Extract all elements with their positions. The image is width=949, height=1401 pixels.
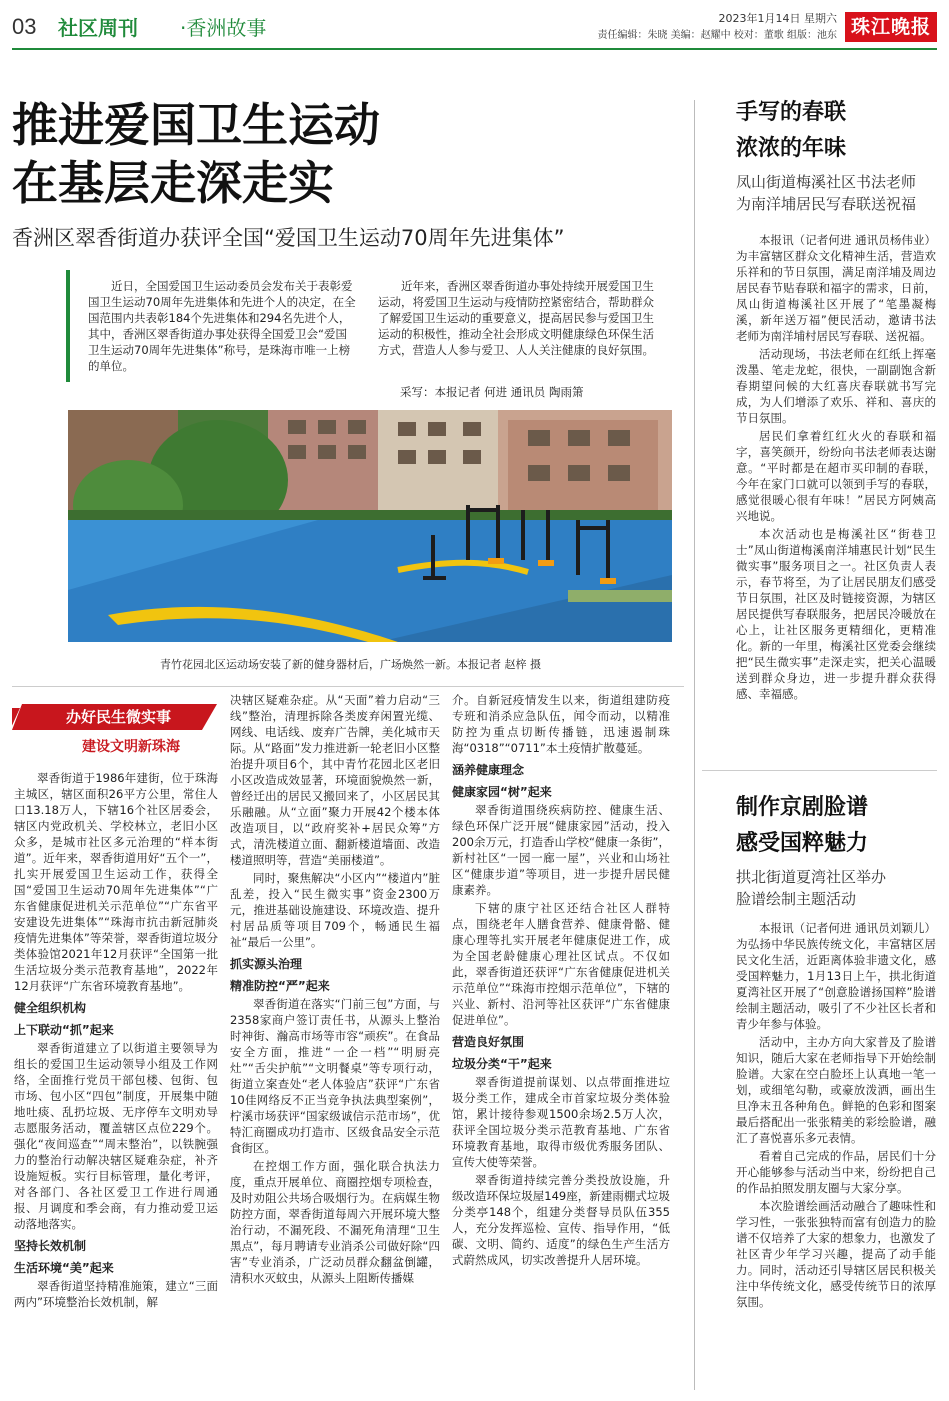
subheading: 健康家园“树”起来 [452, 785, 552, 799]
subheading: 坚持长效机制 [14, 1239, 87, 1253]
paragraph: 下辖的康宁社区还结合社区人群特点，围绕老年人膳食营养、健康骨骼、健康心理等扎实开展老年健康促进工作，成为全国老龄健康心理社区试点。不仅如此，翠香街道还获评“广东省健康促进机关示范单位”“珠海市控烟示范单位”，下辖的兴业、新村、沿河等社区获评“广东省健康促进单位”。 [452, 901, 670, 1027]
opera-mask-title-1: 制作京剧脸谱 [736, 795, 869, 820]
paragraph: 翠香街道在落实“门前三包”方面，与2358家商户签订责任书，从源头上整治时神街、瀚高市场等市容“顽疾”。在食品安全方面，推进“一企一档”“明厨亮灶”“舌尖护航”“文明餐桌”等专项行动，街道立案查处“老人体验店”获评“广东省10佳网络反不正当竞争执法典型案例”，柠溪市场获评“国家级诚信示范市场”，优特汇商圈成功打造市、区级食品安全示范食街区。 [230, 997, 440, 1155]
editor-credits: 责任编辑：朱晓 美编：赵耀中 校对：董歌 组版：池东 [597, 30, 837, 41]
opera-mask-sub-1: 拱北街道夏湾社区举办 [736, 868, 887, 886]
paragraph: 本报讯（记者何进 通讯员刘颖儿）为弘扬中华民族传统文化，丰富辖区居民文化生活，近距离体验非遗文化，感受国粹魅力，1月13日上午，拱北街道夏湾社区开展了“创意脸谱扬国粹”脸谱绘制主题活动，吸引了不少社区长者和青少年参与体验。 [736, 921, 936, 1031]
main-deck: 香洲区翠香街道办获评全国“爱国卫生运动70周年先进集体” [12, 226, 565, 250]
lead-right: 近年来，香洲区翠香街道办事处持续开展爱国卫生运动，将爱国卫生运动与疫情防控紧密结合，帮助群众了解爱国卫生运动的重要意义，提高居民参与爱国卫生运动的积极性，推动全社会形成文明健康绿色环保生活方式，营造人人参与爱卫、人人关注健康的良好氛围。 [378, 279, 654, 357]
subheading: 抓实源头治理 [230, 957, 303, 971]
paragraph: 翠香街道于1986年建街，位于珠海主城区，辖区面积26平方公里，常住人口13.18万人，下辖16个社区居委会，辖区内党政机关、学校林立，老旧小区众多，是城市社区多元治理的“样本街道”。近年来，翠香街道用好“五个一”，扎实开展爱国卫生运动工作，获得全国“爱国卫生运动70周年先进集体”“广东省健康促进机关示范单位”“广东省平安建设先进集体”“珠海市抗击新冠肺炎疫情先进集体”等荣誉，翠香街道垃圾分类体验馆2021年12月获评“全国第一批生活垃圾分类示范教育基地”，2022年12月获评“广东省环境教育基地”。 [14, 771, 218, 993]
subheading: 精准防控“严”起来 [230, 979, 330, 993]
paragraph: 同时，聚焦解决“小区内”“楼道内”脏乱差，投入“民生微实事”资金2300万元，推进基础设施建设、环境改造、提升村居品质等项目709个，畅通民生福祉“最后一公里”。 [230, 871, 440, 949]
paragraph: 在控烟工作方面，强化联合执法力度，重点开展单位、商圈控烟专项检查，及时劝阻公共场合吸烟行为。在病媒生物防控方面，翠香街道每周六开展环境大整治行动，不漏死段、不漏死角清理“卫生黑点”，每月聘请专业消杀公司做好除“四害”专业消杀，广泛动员群众翻盆倒罐，清积水灭蚊虫，从源头上阻断传播媒 [230, 1159, 440, 1285]
paragraph: 翠香街道提前谋划、以点带面推进垃圾分类工作，建成全市首家垃圾分类体验馆，累计接待参观1500余场2.5万人次，获评全国垃圾分类示范教育基地、广东省环境教育基地，取得市级优秀服务团队、宣传大使等荣誉。 [452, 1075, 670, 1169]
header-divider [12, 48, 937, 50]
paragraph: 本次活动也是梅溪社区“街巷卫士”凤山街道梅溪南洋埔惠民计划“民生微实事”服务项目之一。社区负责人表示，春节将至，为了让居民朋友们感受节日氛围，社区及时链接资源，为辖区居民提供写春联服务，把居民冷暖放在心上，让社区服务更精细化，更精准化。新的一年里，梅溪社区党委会继续把“民生微实事”走深走实，把关心温暖送到群众身边，进一步提升群众获得感、幸福感。 [736, 527, 936, 701]
paragraph: 翠香街道围绕疾病防控、健康生活、绿色环保广泛开展“健康家园”活动，投入200余万元，打造香山学校“健康一条街”，新村社区“一园一廊一屋”，兴业和山场社区“健康步道”等项目，进一步提升居民健康素养。 [452, 803, 670, 897]
opera-mask-sub-2: 脸谱绘制主题活动 [736, 890, 857, 908]
subheading: 涵养健康理念 [452, 763, 525, 777]
paragraph: 翠香街道持续完善分类投放设施，升级改造环保垃圾屋149座，新建雨棚式垃圾分类亭148个，组建分类督导员队伍355人，充分发挥巡检、宣传、指导作用，“低碳、文明、简约、适度”的绿色生产生活方式蔚然成风，切实改善提升人居环境。 [452, 1173, 670, 1267]
column-divider [694, 100, 695, 1390]
photo-illustration [68, 410, 672, 642]
subheading: 上下联动“抓”起来 [14, 1023, 114, 1037]
byline: 采写：本报记者 何进 通讯员 陶雨箫 [400, 385, 584, 399]
lead-box [66, 270, 678, 382]
subheading: 生活环境“美”起来 [14, 1261, 114, 1275]
badge-line-1: 办好民生微实事 [66, 708, 172, 726]
topic-badge [12, 700, 227, 762]
paragraph: 本次脸谱绘画活动融合了趣味性和学习性，一张张独特而富有创造力的脸谱不仅培养了大家的想象力，也激发了社区青少年学习兴趣，提高了动手能力。同时，活动还引导辖区居民积极关注中华传统文化，感受传统节日的浓厚氛围。 [736, 1199, 936, 1309]
subheading: 健全组织机构 [14, 1001, 87, 1015]
paragraph: 决辖区疑难杂症。从“天面”着力启动“三线”整治，清理拆除各类废弃闲置光缆、网线、电话线、废弃广告牌，美化城市天际。从“路面”发力推进新一轮老旧小区整治提升项目6个，其中青竹花园北区老旧小区改造成效显著，环境面貌焕然一新，曾经迁出的居民又搬回来了，小区居民其乐融融。从“立面”聚力开展42个楼本体改造项目，以“政府奖补+居民众筹”方式，清洗楼道立面、翻新楼道墙面、改造楼道照明等，营造“美丽楼道”。 [230, 693, 440, 867]
right-divider [702, 770, 937, 771]
paragraph: 看着自己完成的作品，居民们十分开心能够参与活动当中来，纷纷把自己的作品拍照发朋友圈与大家分享。 [736, 1149, 936, 1195]
spring-couplets-sub-2: 为南洋埔居民写春联送祝福 [736, 195, 917, 213]
headline-line-2: 在基层走深走实 [12, 156, 334, 210]
section-subname: ·香洲故事 [180, 16, 267, 40]
spring-couplets-article [736, 95, 936, 215]
paragraph: 活动现场，书法老师在红纸上挥毫泼墨、笔走龙蛇，很快，一副副饱含新春期望问候的大红喜庆春联就书写完成，为人们增添了欢乐、祥和、喜庆的节日氛围。 [736, 347, 936, 425]
article-column-1 [14, 770, 218, 1312]
newspaper-logo: 珠江晚报 [845, 12, 937, 42]
spring-couplets-title-2: 浓浓的年味 [736, 136, 847, 161]
spring-couplets-sub-1: 凤山街道梅溪社区书法老师 [736, 173, 917, 191]
photo-caption: 青竹花园北区运动场安装了新的健身器材后，广场焕然一新。本报记者 赵梓 摄 [160, 658, 541, 671]
article-column-2 [230, 692, 440, 1288]
page-number: 03 [12, 14, 37, 39]
lead-left: 近日，全国爱国卫生运动委员会发布关于表彰爱国卫生运动70周年先进集体和先进个人的决定，在全国范围内共表彰184个先进集体和294名先进个人，其中，香洲区翠香街道办事处获得全国爱卫会“爱国卫生运动70周年先进集体”称号，是珠海市唯一上榜的单位。 [88, 279, 356, 373]
section-name: 社区周刊 [58, 16, 138, 40]
opera-mask-article [736, 790, 936, 910]
paragraph: 翠香街道坚持精准施策，建立“三面两内”环境整治长效机制，解 [14, 1279, 218, 1309]
paragraph: 介。自新冠疫情发生以来，街道组建防疫专班和消杀应急队伍，闻令而动，以精准防控为重点切断传播链，迅速遏制珠海“0318”“0711”本土疫情扩散蔓延。 [452, 693, 670, 755]
paragraph: 活动中，主办方向大家普及了脸谱知识，随后大家在老师指导下开始绘制脸谱。大家在空白脸坯上认真地一笔一划，或细笔勾勒，或豪放泼洒，画出生旦净末丑各种角色。鲜艳的色彩和图案最后搭配出一张张精美的彩绘脸谱，融汇了喜悦喜乐多元表情。 [736, 1035, 936, 1145]
headline-line-1: 推进爱国卫生运动 [12, 98, 380, 152]
main-headline [12, 96, 672, 212]
section-divider [12, 686, 684, 687]
opera-mask-body [736, 920, 936, 1312]
subheading: 营造良好氛围 [452, 1035, 525, 1049]
paragraph: 居民们拿着红红火火的春联和福字，喜笑颜开，纷纷向书法老师表达谢意。“平时都是在超市买印制的春联，今年在家门口就可以领到手写的春联，感觉很暖心很有年味！”居民方阿姨高兴地说。 [736, 429, 936, 523]
badge-line-2: 建设文明新珠海 [82, 739, 180, 755]
spring-couplets-body [736, 232, 936, 704]
spring-couplets-title-1: 手写的春联 [736, 100, 847, 125]
issue-date: 2023年1月14日 星期六 [718, 12, 837, 25]
article-column-3 [452, 692, 670, 1270]
opera-mask-title-2: 感受国粹魅力 [736, 831, 869, 856]
subheading: 垃圾分类“干”起来 [452, 1057, 552, 1071]
paragraph: 本报讯（记者何进 通讯员杨伟业）为丰富辖区群众文化精神生活，营造欢乐祥和的节日氛围，满足南洋埔及周边居民春节贴春联和福字的需求，日前，凤山街道梅溪社区开展了“笔墨凝梅溪，新年送万福”便民活动，邀请书法老师为南洋埔村居民写春联、送祝福。 [736, 233, 936, 343]
playground-photo [68, 410, 672, 642]
paragraph: 翠香街道建立了以街道主要领导为组长的爱国卫生运动领导小组及工作网络，全面推行党员干部包楼、包街、包市场、包小区“四包”制度，开展集中随地吐痰、乱扔垃圾、无序停车文明劝导志愿服务活动，覆盖辖区点位229个。强化“夜间巡查”“周末整治”，以铁腕强力的整治行动解决辖区疑难杂症，补齐设施短板。实行目标管理，量化考评，对各部门、各社区爱卫工作进行周通报、月调度和季会商，有力推动爱卫运动落地落实。 [14, 1041, 218, 1231]
